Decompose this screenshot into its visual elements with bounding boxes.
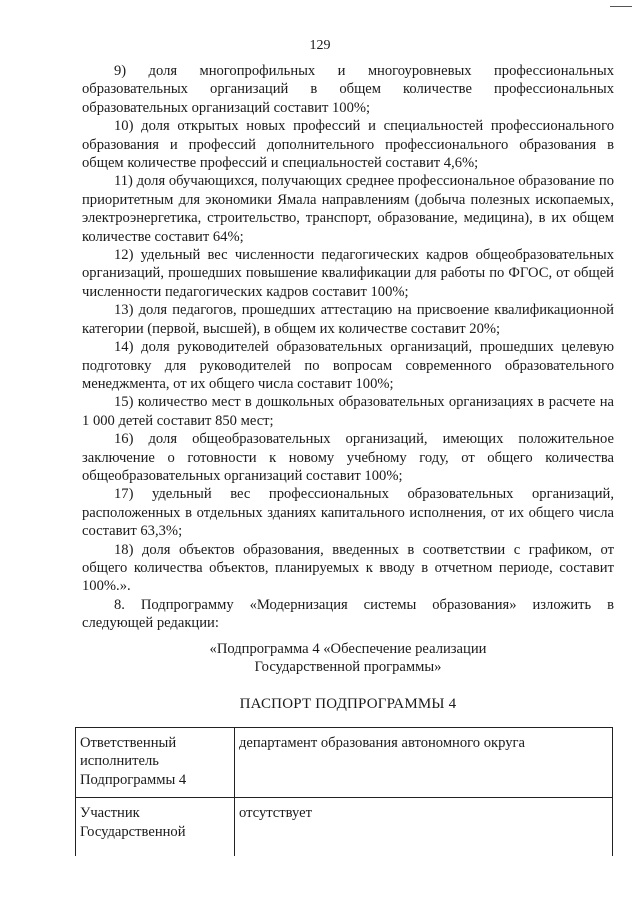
page-number: 129 [309,38,331,53]
corner-mark [610,0,632,7]
paragraph-item-12: 12) удельный вес численности педагогических кадров общеобразовательных организаций, прошедших повышение квалификации для работы по ФГОС, от общей численности педагогических кадров составит 100%; [82,247,614,300]
passport-label-responsible: Ответственный исполнитель Подпрограммы 4 [76,728,235,798]
paragraph-item-16: 16) доля общеобразовательных организаций, имеющих положительное заключение о готовности к новому учебному году, от общего количества общеобразовательных организаций составит 100%; [82,431,614,484]
passport-value-responsible: департамент образования автономного округа [235,728,613,798]
passport-label-participant: Участник Государственной [76,798,235,857]
paragraph-item-13: 13) доля педагогов, прошедших аттестацию на присвоение квалификационной категории (первой, высшей), в общем их количестве составит 20%; [82,302,614,337]
passport-title: ПАСПОРТ ПОДПРОГРАММЫ 4 [239,696,457,712]
paragraph-item-17: 17) удельный вес профессиональных образовательных организаций, расположенных в отдельных зданиях капитального исполнения, от их общего числа составит 63,3%; [82,486,614,540]
paragraph-item-11: 11) доля обучающихся, получающих среднее профессиональное образование по приоритетным для экономики Ямала направлениям (добыча полезных ископаемых, электроэнергетика, строительство, транспорт, образование, медицина), в их общем количестве составит 64%; [82,173,614,245]
paragraph-item-14: 14) доля руководителей образовательных организаций, прошедших целевую подготовку для руководителей по вопросам современного образовательного менеджмента, от их общего числа составит 100%; [82,339,614,392]
passport-table [75,727,613,856]
paragraph-item-9: 9) доля многопрофильных и многоуровневых профессиональных образовательных организаций в общем количестве профессиональных образовательных организаций составит 100%; [82,63,614,116]
table-row [76,728,613,798]
subprogram-heading [82,640,614,677]
paragraph-item-15: 15) количество мест в дошкольных образовательных организациях в расчете на 1 000 детей составит 850 мест; [82,394,614,429]
table-row [76,798,613,857]
paragraph-clause-8: 8. Подпрограмму «Модернизация системы образования» изложить в следующей редакции: [82,596,614,632]
paragraph-item-10: 10) доля открытых новых профессий и специальностей профессионального образования и профессий дополнительного профессионального образования в общем количестве профессий и специальностей составит 4,6%; [82,118,614,172]
paragraph-item-18: 18) доля объектов образования, введенных в соответствии с графиком, от общего количества объектов, планируемых к вводу в отчетном периоде, составит 100%.». [82,541,614,595]
subprogram-heading-line-1: «Подпрограмма 4 «Обеспечение реализации [209,641,487,657]
subprogram-heading-line-2: Государственной программы» [254,659,442,676]
document-body [82,62,614,633]
passport-value-participant: отсутствует [235,798,613,857]
